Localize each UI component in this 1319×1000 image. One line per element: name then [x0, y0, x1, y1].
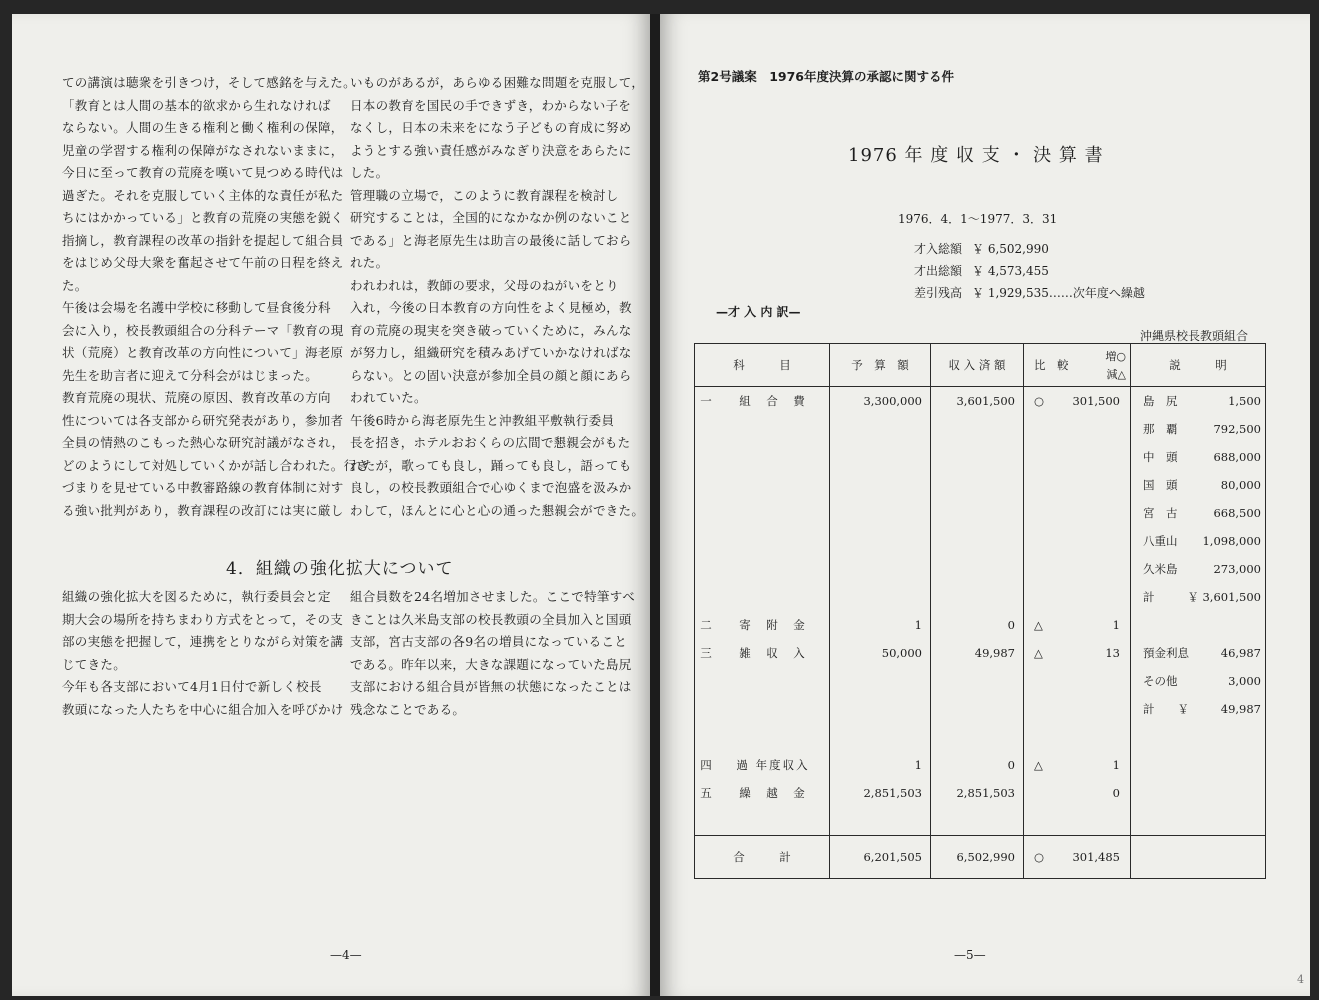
explanation-amount: 688,000 — [1213, 450, 1261, 464]
text-line: 長を招き，ホテルおおくらの広間で懇親会がもた — [350, 435, 631, 450]
text-column-2 — [350, 72, 644, 522]
explanation-label: 宮 古 — [1143, 506, 1178, 520]
row-received-value: 2,851,503 — [956, 786, 1015, 800]
row-budget-value: 3,300,000 — [863, 394, 922, 408]
text-column-1 — [62, 72, 369, 522]
text-line: われていた。 — [350, 390, 427, 405]
explanation-entry — [1131, 667, 1265, 695]
explanation-label: 国 頭 — [1143, 478, 1178, 492]
explanation-label: 久米島 — [1143, 562, 1178, 576]
row-number: 五 — [700, 786, 712, 800]
explanation-amount: 80,000 — [1220, 478, 1261, 492]
row-budget — [830, 611, 931, 639]
row-budget — [830, 751, 931, 779]
text-line: ての講演は聴衆を引きつけ，そして感銘を与えた。 — [62, 75, 356, 90]
header-budget: 予 算 額 — [830, 344, 931, 387]
text-line: 先生を助言者に迎えて分科会がはじまった。 — [62, 367, 319, 383]
explanation-label: 中 頭 — [1143, 450, 1178, 464]
text-line: なくし，日本の未来をになう子どもの育成に努め — [350, 120, 632, 135]
text-line: 過ぎた。それを克服していく主体的な責任が私た — [62, 187, 344, 203]
text-line: 支部，宮古支部の各9名の増員になっていること — [350, 634, 628, 649]
row-received — [931, 611, 1024, 639]
row-budget-value: 50,000 — [881, 646, 922, 660]
row-budget — [830, 779, 931, 836]
period: 1976．4．1～1977．3．31 — [898, 212, 1058, 226]
row-item — [695, 779, 830, 836]
row-name: 繰 越 金 — [739, 786, 807, 800]
explanation-entry — [1131, 695, 1265, 723]
text-line: 育の荒廃の現実を突き破っていくために，みんな — [350, 322, 632, 338]
text-line: どのようにして対処していくかが話し合われた。行き — [62, 457, 370, 473]
header-explanation: 説 明 — [1131, 344, 1266, 387]
income-total-value: ￥ 6,502,990 — [972, 242, 1049, 256]
row-received-value: 0 — [1007, 758, 1015, 772]
book-gutter — [650, 14, 660, 996]
text-line: 午後は会場を名護中学校に移動して昼食後分科 — [62, 300, 331, 315]
row-explanation — [1131, 387, 1266, 612]
text-line: た。 — [62, 277, 88, 293]
row-name: 寄 附 金 — [739, 618, 807, 632]
text-line: らない。との固い決意が参加全員の顔と顔にあら — [350, 367, 632, 383]
text-line: 児童の学習する権利の保障がなされないままに， — [62, 142, 344, 158]
explanation-amount: 46,987 — [1220, 646, 1261, 660]
balance-label: 差引残高 — [914, 286, 963, 300]
explanation-amount: 49,987 — [1220, 702, 1261, 716]
text-line: いものがあるが，あらゆる困難な問題を克服して， — [350, 75, 645, 90]
agenda-title: 第2号議案 1976年度決算の承認に関する件 — [698, 69, 954, 84]
text-line: 「教育とは人間の基本的欲求から生れなければ — [62, 97, 331, 113]
text-line: である。昨年以来，大きな課題になっていた島尻 — [350, 656, 632, 672]
explanation-amount: 1,098,000 — [1202, 534, 1261, 548]
explanation-entry — [1131, 639, 1265, 667]
row-compare-diff: 1 — [1112, 618, 1120, 632]
row-number: 四 — [700, 758, 712, 772]
explanation-entry — [1131, 443, 1265, 471]
explanation-entry — [1131, 471, 1265, 499]
row-received-value: 49,987 — [974, 646, 1015, 660]
text-line: ようとする強い責任感がみなぎり決意をあらたに — [350, 142, 632, 158]
row-explanation — [1131, 639, 1266, 751]
row-budget — [830, 639, 931, 751]
table-row — [695, 639, 1266, 751]
text-line: した。 — [350, 165, 389, 180]
explanation-amount: 1,500 — [1228, 394, 1261, 408]
row-compare-diff: 0 — [1112, 786, 1120, 800]
row-explanation — [1131, 779, 1266, 836]
header-received: 収 入 済 額 — [931, 344, 1024, 387]
table-row — [695, 387, 1266, 612]
text-line: 入れ，今後の日本教育の方向性をよく見極め，教 — [350, 300, 632, 315]
row-budget — [830, 387, 931, 612]
row-compare-diff: 13 — [1105, 646, 1120, 660]
text-line: ちにはかかっている」と教育の荒廃の実態を鋭く — [62, 210, 344, 225]
row-name: 雑 収 入 — [739, 646, 807, 660]
table-row — [695, 751, 1266, 779]
explanation-entry — [1131, 387, 1265, 415]
explanation-amount: 792,500 — [1213, 422, 1261, 436]
total-compare — [1024, 836, 1131, 879]
explanation-amount: 668,500 — [1213, 506, 1261, 520]
total-compare-diff: 301,485 — [1072, 850, 1120, 864]
section-label: —才 入 内 訳— — [716, 305, 801, 319]
text-line: 支部における組合員が皆無の状態になったことは — [350, 679, 632, 694]
row-compare — [1024, 387, 1131, 612]
row-compare-sign: △ — [1034, 618, 1043, 632]
explanation-label: 那 覇 — [1143, 422, 1178, 436]
text-line: 全員の情熱のこもった熱心な研究討議がなされ， — [62, 435, 345, 450]
header-item: 科 目 — [695, 344, 830, 387]
explanation-label: その他 — [1143, 674, 1178, 688]
row-received — [931, 387, 1024, 612]
text-line: 状（荒廃）と教育改革の方向性について」海老原 — [62, 345, 344, 360]
table-header-row — [695, 344, 1266, 387]
header-decrease-mark: 減△ — [1106, 368, 1126, 381]
row-item — [695, 611, 830, 639]
text-line: 教育荒廃の現状、荒廃の原因、教育改革の方向 — [62, 390, 331, 405]
row-compare-sign: △ — [1034, 758, 1043, 772]
explanation-label: 計 — [1143, 590, 1155, 604]
text-line: 会に入り，校長教頭組合の分科テーマ「教育の現 — [62, 322, 344, 338]
text-line: 今日に至って教育の荒廃を嘆いて見つめる時代は — [62, 165, 344, 180]
explanation-amount: 273,000 — [1213, 562, 1261, 576]
explanation-amount: 3,000 — [1228, 674, 1261, 688]
expense-total-value: ￥ 4,573,455 — [972, 264, 1049, 278]
explanation-entry — [1131, 415, 1265, 443]
total-received: 6,502,990 — [931, 836, 1024, 879]
explanation-label: 預金利息 — [1143, 646, 1189, 660]
row-item — [695, 387, 830, 612]
row-compare — [1024, 639, 1131, 751]
explanation-entry — [1131, 499, 1265, 527]
text-line: れたが，歌っても良し，踊っても良し，語っても — [350, 457, 632, 473]
row-compare — [1024, 779, 1131, 836]
table-total-row — [695, 836, 1266, 879]
row-received — [931, 751, 1024, 779]
row-received — [931, 639, 1024, 751]
right-page — [660, 14, 1310, 996]
text-line: づまりを見せている中教審路線の教育体制に対す — [62, 480, 344, 495]
row-compare-sign: ○ — [1034, 394, 1045, 408]
text-line: である」と海老原先生は助言の最後に話しておら — [350, 232, 632, 248]
row-name: 過 年度収入 — [736, 758, 810, 772]
explanation-amount: ￥ 3,601,500 — [1187, 590, 1261, 604]
table-row — [695, 611, 1266, 639]
row-budget-value: 2,851,503 — [863, 786, 922, 800]
text-line: が努力し，組織研究を積みあげていかなければな — [350, 345, 632, 360]
text-line: 今年も各支部において4月1日付で新しく校長 — [62, 679, 322, 694]
explanation-entry — [1131, 527, 1265, 555]
text-line: 組織の強化拡大を図るために，執行委員会と定 — [62, 589, 331, 604]
row-budget-value: 1 — [914, 618, 922, 632]
header-compare-label: 比 較 — [1034, 358, 1069, 372]
explanation-label: 島 尻 — [1143, 394, 1178, 408]
page-number-left: —4— — [330, 948, 362, 962]
text-line: わして，ほんとに心と心の通った懇親会ができた。 — [350, 502, 645, 518]
page-number-right: —5— — [954, 948, 986, 962]
row-received-value: 3,601,500 — [956, 394, 1015, 408]
total-explanation — [1131, 836, 1266, 879]
text-line: 組合員数を24名増加させました。ここで特筆すべ — [350, 589, 636, 604]
row-number: 二 — [700, 618, 712, 632]
row-explanation — [1131, 611, 1266, 639]
row-compare-diff: 1 — [1112, 758, 1120, 772]
header-increase-mark: 増○ — [1105, 350, 1126, 363]
explanation-label: 八重山 — [1143, 534, 1178, 548]
expense-total-label: 才出総額 — [914, 264, 963, 278]
text-line: じてきた。 — [62, 656, 127, 672]
row-budget-value: 1 — [914, 758, 922, 772]
text-line: われわれは，教師の要求，父母のねがいをとり — [350, 277, 619, 293]
text-line: 指摘し，教育課程の改革の指針を提起して組合員 — [62, 232, 344, 248]
row-number: 三 — [700, 646, 712, 660]
row-compare-sign: △ — [1034, 646, 1043, 660]
section-heading: 4．組織の強化拡大について — [226, 559, 454, 579]
text-line: 教頭になった人たちを中心に組合加入を呼びかけ — [62, 701, 344, 717]
row-item — [695, 639, 830, 751]
text-line: 良し，の校長教頭組合で心ゆくまで泡盛を汲みか — [350, 480, 632, 495]
explanation-entry — [1131, 555, 1265, 583]
row-received-value: 0 — [1007, 618, 1015, 632]
total-budget: 6,201,505 — [830, 836, 931, 879]
text-line: 管理職の立場で，このように教育課程を検討し — [350, 187, 619, 203]
row-name: 組 合 費 — [739, 394, 807, 408]
text-line: 研究することは，全国的になかなか例のないこと — [350, 210, 632, 225]
table-row — [695, 779, 1266, 836]
row-compare-diff: 301,500 — [1072, 394, 1120, 408]
row-explanation — [1131, 751, 1266, 779]
text-line: 午後6時から海老原先生と沖教組平敷執行委員 — [350, 412, 615, 428]
document-title: 1976 年 度 収 支 ・ 決 算 書 — [848, 145, 1104, 166]
left-page — [12, 14, 650, 996]
balance-value: ￥ 1,929,535……次年度へ繰越 — [972, 286, 1145, 300]
text-line: 期大会の場所を持ちまわり方式をとって，その支 — [62, 611, 344, 627]
total-compare-sign: ○ — [1034, 850, 1045, 864]
row-number: 一 — [700, 394, 712, 408]
row-item — [695, 751, 830, 779]
organization-name: 沖縄県校長教頭組合 — [1140, 329, 1249, 343]
row-received — [931, 779, 1024, 836]
text-line: ならない。人間の生きる権利と働く権利の保障， — [62, 120, 344, 135]
text-line: 残念なことである。 — [350, 701, 466, 717]
text-line: をはじめ父母大衆を奮起させて午前の日程を終え — [62, 255, 344, 270]
text-column-4 — [350, 586, 635, 721]
explanation-label: 計 ￥ — [1143, 702, 1189, 716]
text-line: る強い批判があり，教育課程の改訂には実に厳し — [62, 502, 344, 518]
text-line: 性については各支部から研究発表があり，参加者 — [62, 412, 344, 428]
income-breakdown-table — [694, 343, 1266, 879]
explanation-entry — [1131, 583, 1265, 611]
income-total-label: 才入総額 — [914, 242, 963, 256]
row-compare — [1024, 751, 1131, 779]
text-line: 部の実態を把握して，連携をとりながら対策を講 — [62, 634, 344, 649]
text-line: 日本の教育を国民の手できずき，わからない子を — [350, 97, 632, 113]
header-compare — [1024, 344, 1131, 387]
total-label: 合 計 — [695, 836, 830, 879]
corner-mark: 4 — [1297, 973, 1304, 986]
row-compare — [1024, 611, 1131, 639]
text-line: きことは久米島支部の校長教頭の全員加入と国頭 — [350, 611, 632, 627]
text-line: れた。 — [350, 255, 389, 270]
text-column-3 — [62, 586, 344, 721]
